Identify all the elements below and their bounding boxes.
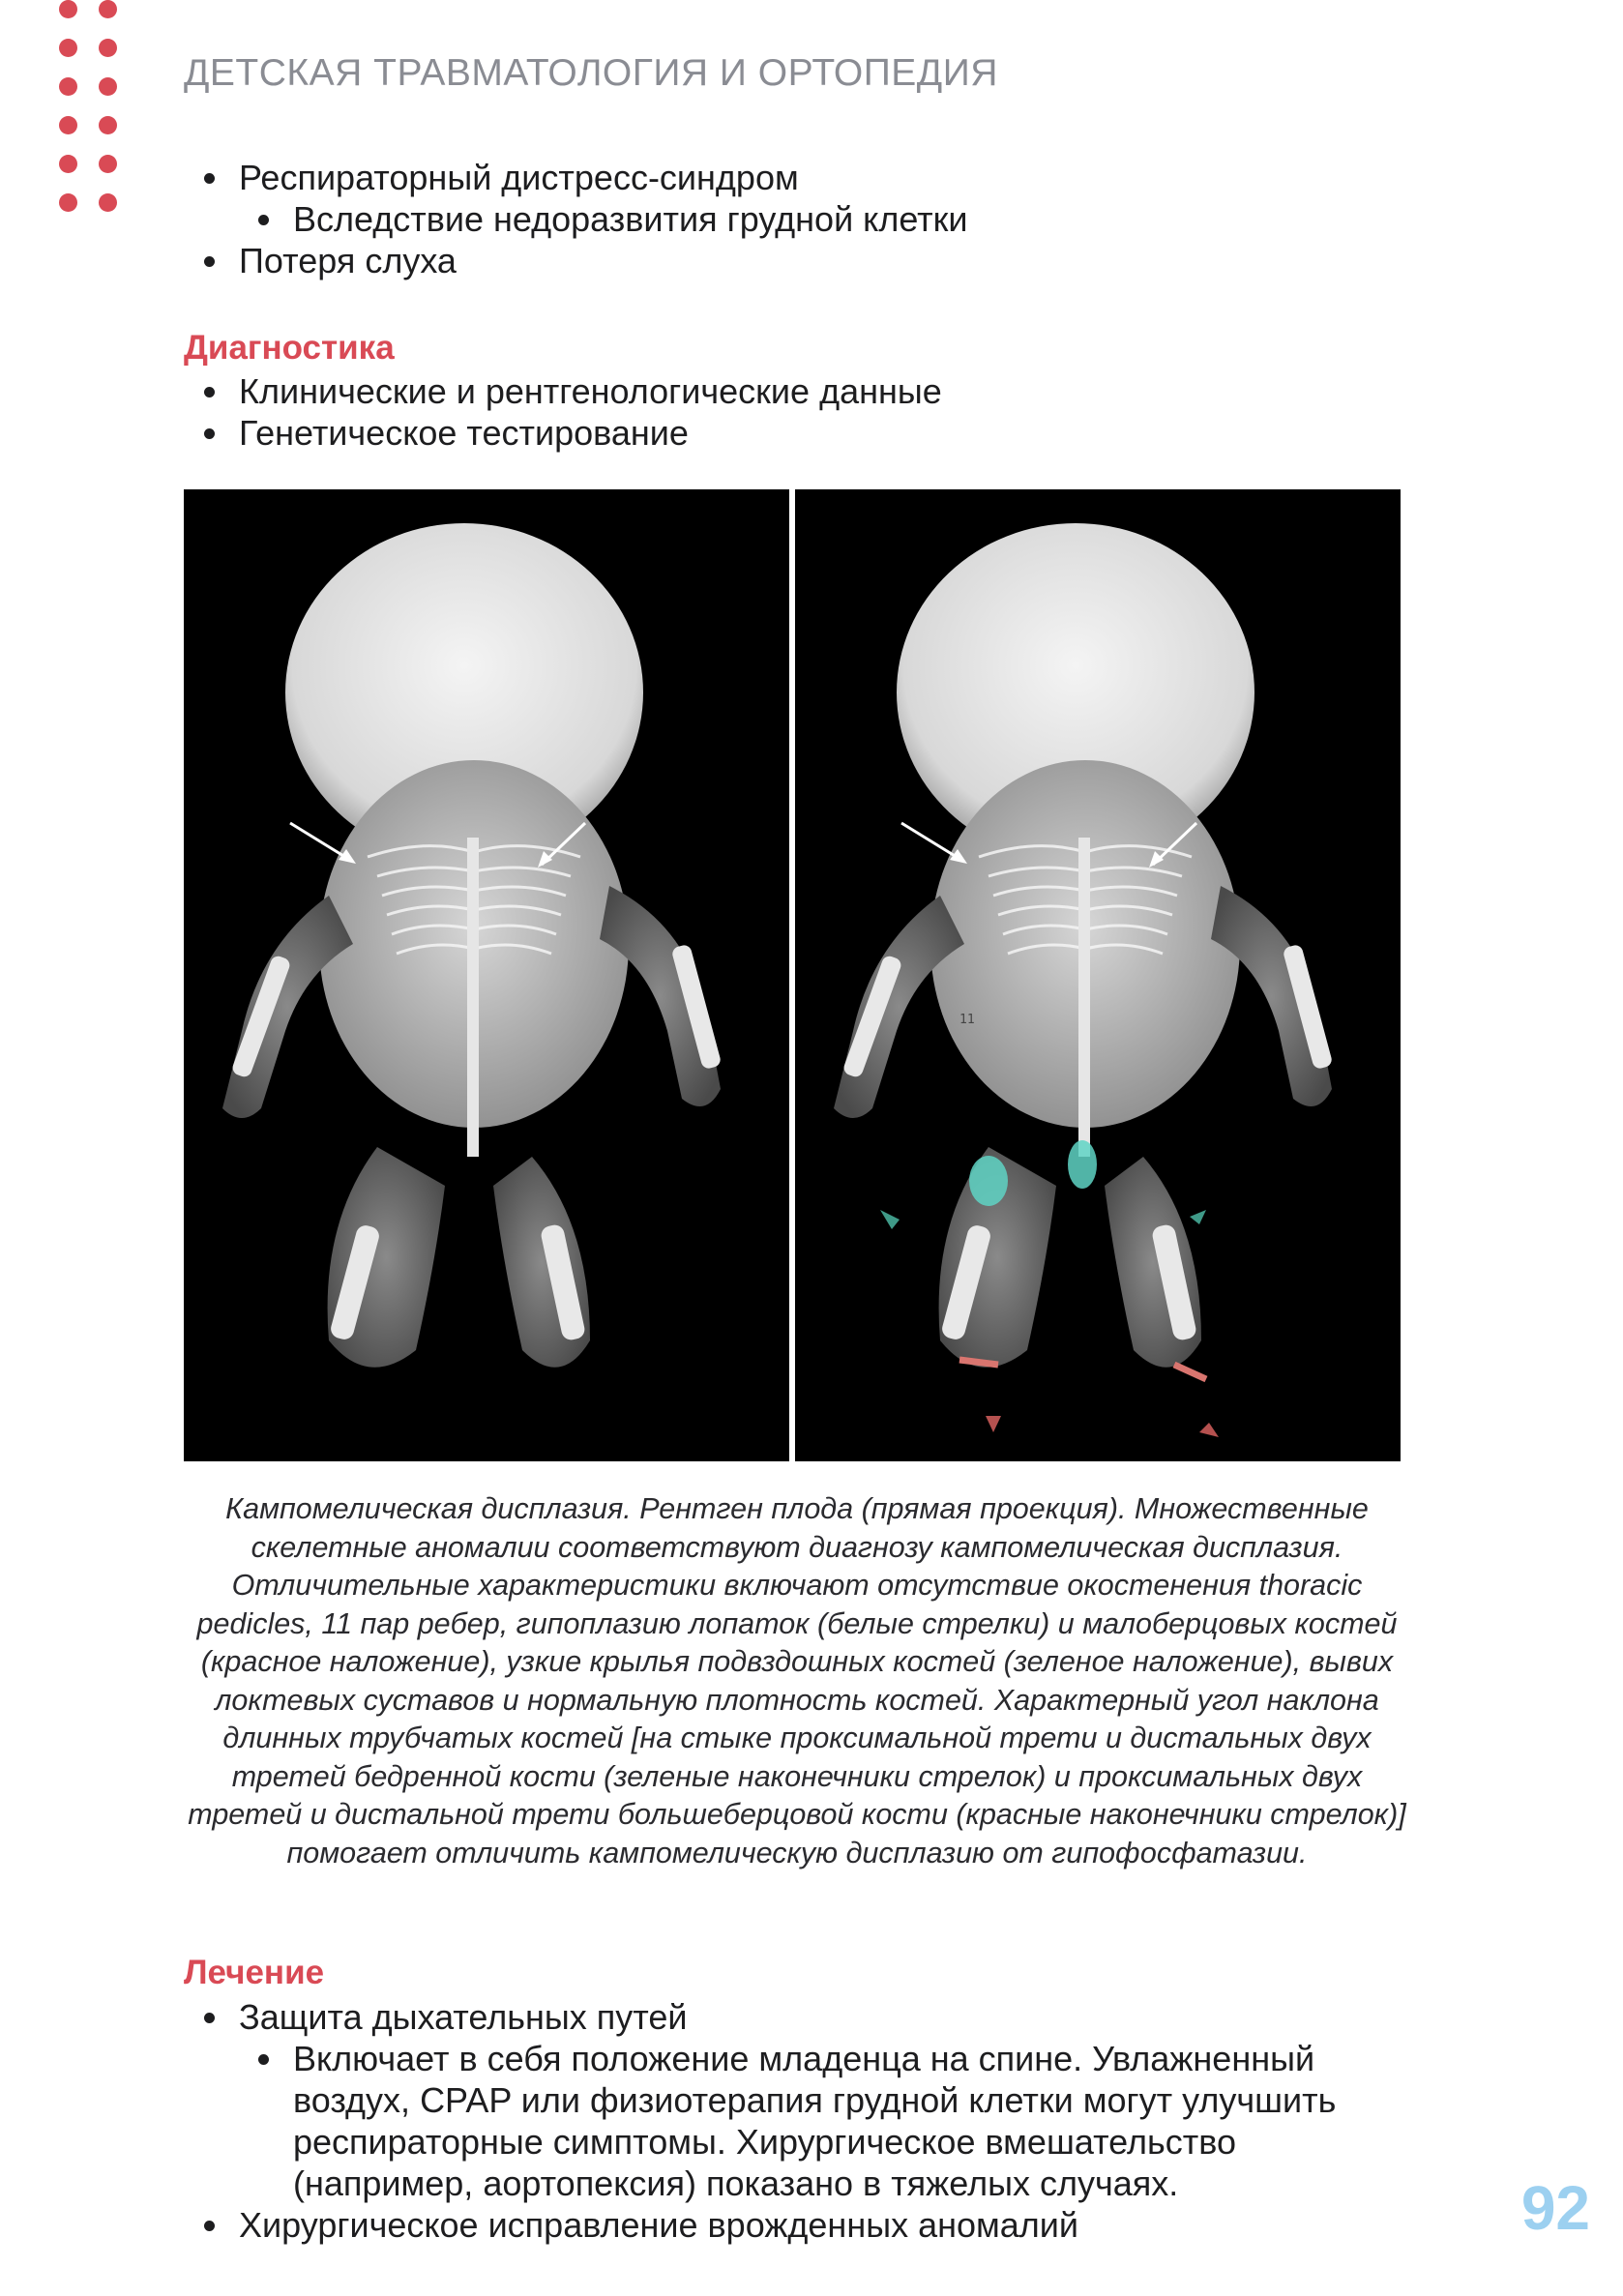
treatment-heading: Лечение xyxy=(184,1954,325,1991)
list-item: Хирургическое исправление врожденных аномалий xyxy=(198,2204,1388,2246)
list-item: Защита дыхательных путей xyxy=(198,1996,1388,2038)
intro-list xyxy=(198,157,968,281)
xray-image-right-annotated xyxy=(795,489,1401,1461)
page-number: 92 xyxy=(1520,2173,1590,2243)
list-item: Потеря слуха xyxy=(198,240,968,281)
diagnostics-list xyxy=(198,370,942,454)
figure-caption: Кампомелическая дисплазия. Рентген плода (прямая проекция). Множественные скелетные аномалии соответствуют диагнозу кампомелическая дисплазия. Отличительные характеристики включают отсутствие окостенения thoracic pedicles, 11 пар ребер, гипоплазию лопаток (белые стрелки) и малоберцовых костей (красное наложение), узкие крылья подвздошных костей (зеленое наложение), вывих локтевых суставов и нормальную плотность костей. Характерный угол наклона длинных трубчатых костей [на стыке проксимальной трети и дистальных двух третей бедренной кости (зеленые наконечники стрелок) и проксимальных двух третей и дистальной трети большеберцовой кости (красные наконечники стрелок)] помогает отличить кампомелическую дисплазию от гипофосфатазии. xyxy=(188,1492,1406,1869)
list-item: Респираторный дистресс-синдром xyxy=(198,157,968,198)
list-item: Клинические и рентгенологические данные xyxy=(198,370,942,412)
diagnostics-heading: Диагностика xyxy=(184,329,395,367)
list-item: Включает в себя положение младенца на спине. Увлажненный воздух, CPAP или физиотерапия грудной клетки могут улучшить респираторные симптомы. Хирургическое вмешательство (например, аортопексия) показано в тяжелых случаях. xyxy=(252,2038,1388,2204)
xray-image-left xyxy=(184,489,789,1461)
decorative-dots xyxy=(56,0,124,222)
list-item: Вследствие недоразвития грудной клетки xyxy=(252,198,968,240)
treatment-list xyxy=(198,1996,1388,2246)
list-item: Генетическое тестирование xyxy=(198,412,942,454)
running-header: ДЕТСКАЯ ТРАВМАТОЛОГИЯ И ОРТОПЕДИЯ xyxy=(184,52,998,94)
rib-count-label: 11 xyxy=(959,1013,975,1027)
